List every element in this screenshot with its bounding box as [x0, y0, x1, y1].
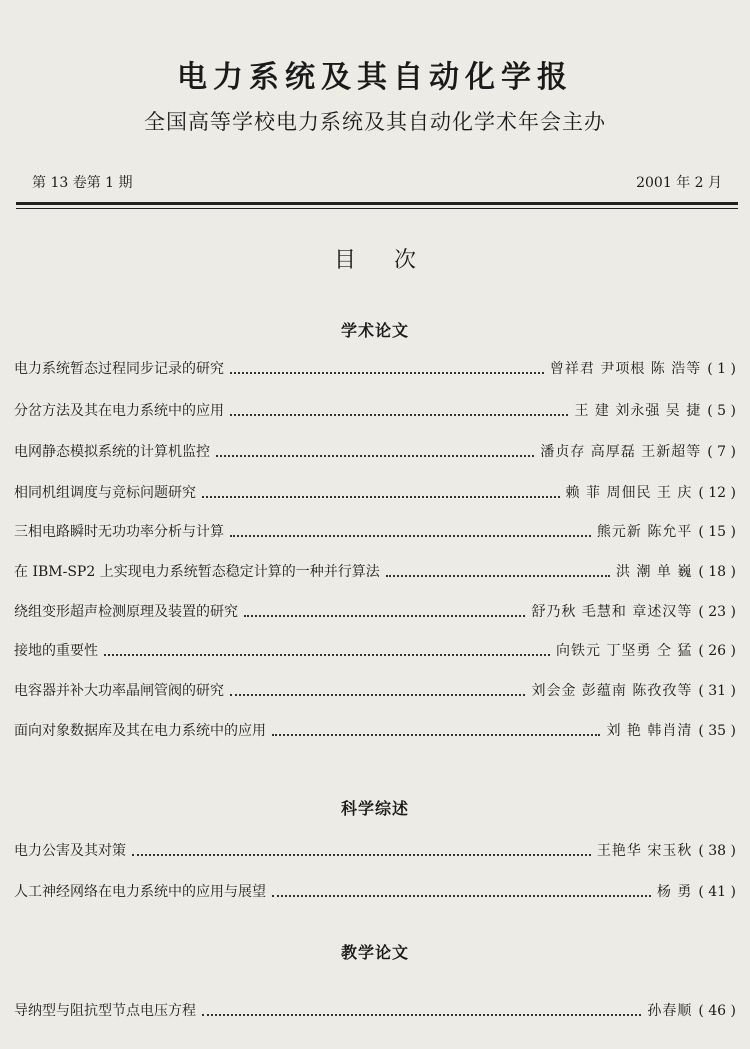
entry-page: ( 26 ): [698, 643, 736, 659]
dot-leader: [202, 486, 560, 498]
entry-page: ( 38 ): [698, 843, 736, 859]
entry-title: 三相电路瞬时无功功率分析与计算: [14, 524, 224, 540]
entry-authors: 王 建 刘永强 吴 捷: [574, 403, 702, 419]
entry-authors: 潘贞存 高厚磊 王新超等: [540, 444, 702, 460]
issue-date: 2001 年 2 月: [636, 175, 722, 191]
entry-authors: 刘 艳 韩肖清: [606, 723, 693, 739]
entry-page: ( 18 ): [698, 564, 736, 580]
toc-entry[interactable]: [14, 680, 736, 700]
entry-authors: 向铁元 丁坚勇 仝 猛: [556, 643, 693, 659]
entry-title: 电容器并补大功率晶闸管阀的研究: [14, 683, 224, 699]
toc-entry[interactable]: [14, 441, 736, 461]
entry-title: 人工神经网络在电力系统中的应用与展望: [14, 884, 266, 900]
toc-entry[interactable]: [14, 521, 736, 541]
entry-page: ( 15 ): [698, 524, 736, 540]
entry-authors: 刘会金 彭蕴南 陈孜孜等: [531, 683, 693, 699]
toc-entry[interactable]: [14, 601, 736, 621]
dot-leader: [386, 565, 610, 577]
entry-authors: 孙春顺: [647, 1003, 693, 1019]
entry-title: 在 IBM-SP2 上实现电力系统暂态稳定计算的一种并行算法: [14, 564, 380, 580]
sponsor-line: 全国高等学校电力系统及其自动化学术年会主办: [144, 110, 606, 134]
volume-issue: 第 13 卷第 1 期: [32, 175, 133, 191]
dot-leader: [230, 362, 544, 374]
toc-heading: 目次: [333, 248, 454, 273]
dot-leader: [244, 605, 525, 617]
toc-entry[interactable]: [14, 561, 736, 581]
entry-title: 电力公害及其对策: [14, 843, 126, 859]
entry-title: 导纳型与阻抗型节点电压方程: [14, 1003, 196, 1019]
toc-entry[interactable]: [14, 640, 736, 660]
entry-page: ( 12 ): [698, 485, 736, 501]
entry-authors: 杨 勇: [656, 884, 693, 900]
dot-leader: [272, 885, 651, 897]
entry-page: ( 5 ): [707, 403, 736, 419]
section-title: 科学综述: [340, 799, 409, 818]
dot-leader: [230, 684, 525, 696]
entry-page: ( 1 ): [707, 361, 736, 377]
dot-leader: [202, 1004, 641, 1016]
entry-title: 相同机组调度与竞标问题研究: [14, 485, 196, 501]
entry-title: 接地的重要性: [14, 643, 98, 659]
entry-page: ( 31 ): [698, 683, 736, 699]
dot-leader: [230, 525, 591, 537]
entry-authors: 赖 菲 周佃民 王 庆: [565, 485, 693, 501]
entry-authors: 舒乃秋 毛慧和 章述汉等: [531, 604, 693, 620]
toc-entry[interactable]: [14, 720, 736, 740]
section-title: 学术论文: [340, 321, 409, 340]
toc-entry[interactable]: [14, 1000, 736, 1020]
entry-authors: 曾祥君 尹项根 陈 浩等: [549, 361, 702, 377]
dot-leader: [230, 404, 568, 416]
toc-entry[interactable]: [14, 881, 736, 901]
entry-page: ( 7 ): [707, 444, 736, 460]
entry-title: 面向对象数据库及其在电力系统中的应用: [14, 723, 266, 739]
issue-row: [32, 172, 722, 192]
toc-entry[interactable]: [14, 840, 736, 860]
entry-title: 电网静态模拟系统的计算机监控: [14, 444, 210, 460]
toc-entry[interactable]: [14, 358, 736, 378]
dot-leader: [104, 644, 550, 656]
header-rule-thin: [16, 208, 738, 209]
toc-entry[interactable]: [14, 400, 736, 420]
entry-authors: 熊元新 陈允平: [596, 524, 693, 540]
entry-title: 绕组变形超声检测原理及装置的研究: [14, 604, 238, 620]
toc-entry[interactable]: [14, 482, 736, 502]
entry-authors: 王艳华 宋玉秋: [596, 843, 693, 859]
entry-page: ( 41 ): [698, 884, 736, 900]
journal-title: 电力系统及其自动化学报: [177, 60, 573, 95]
dot-leader: [216, 445, 534, 457]
entry-authors: 洪 潮 单 巍: [616, 564, 693, 580]
entry-page: ( 35 ): [698, 723, 736, 739]
section-title: 教学论文: [340, 943, 409, 962]
dot-leader: [132, 844, 591, 856]
entry-page: ( 23 ): [698, 604, 736, 620]
entry-title: 电力系统暂态过程同步记录的研究: [14, 361, 224, 377]
dot-leader: [272, 724, 600, 736]
header-rule-thick: [16, 202, 738, 205]
entry-page: ( 46 ): [698, 1003, 736, 1019]
entry-title: 分岔方法及其在电力系统中的应用: [14, 403, 224, 419]
